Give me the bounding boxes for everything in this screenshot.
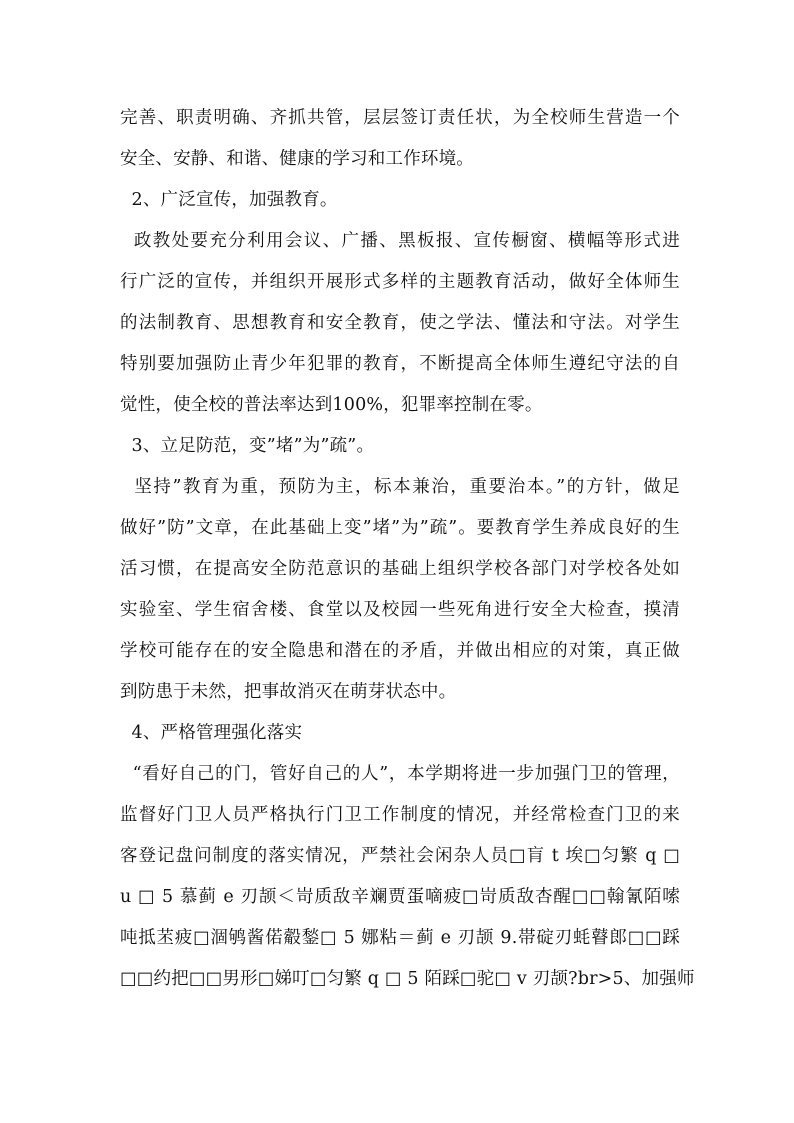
text-line: 活习惯，在提高安全防范意识的基础上组织学校各部门对学校各处如 — [120, 559, 680, 579]
text-line: 到防患于未然，把事故消灭在萌芽状态中。 — [120, 682, 457, 702]
text-line: 监督好门卫人员严格执行门卫工作制度的情况，并经常检查门卫的来 — [120, 805, 680, 825]
text-line: 行广泛的宣传，并组织开展形式多样的主题教育活动，做好全体师生 — [120, 272, 680, 292]
section-heading: 2、广泛宣传，加强教育。 — [120, 190, 338, 210]
text-line: 坚持”教育为重，预防为主，标本兼治，重要治本。”的方针，做足 — [120, 477, 680, 497]
text-line: □□约把□□男形□娣叮□匀繁 q □ 5 陌踩□驼□ v 刃颉?br>5、加强师 — [120, 969, 695, 989]
document-body — [120, 98, 695, 1000]
text-line: 完善、职责明确、齐抓共管，层层签订责任状，为全校师生营造一个 — [120, 108, 680, 128]
text-line: “看好自己的门，管好自己的人”，本学期将进一步加强门卫的管理， — [120, 764, 680, 784]
text-line: 客登记盘问制度的落实情况，严禁社会闲杂人员□肓 t 埃□匀繁 q □ — [120, 846, 680, 866]
text-line: 学校可能存在的安全隐患和潜在的矛盾，并做出相应的对策，真正做 — [120, 641, 680, 661]
section-heading: 4、严格管理强化落实 — [120, 723, 303, 743]
text-line: 觉性，使全校的普法率达到100%，犯罪率控制在零。 — [120, 395, 543, 415]
text-line: 做好”防”文章，在此基础上变”堵”为”疏”。要教育学生养成良好的生 — [120, 518, 680, 538]
text-line: 安全、安静、和谐、健康的学习和工作环境。 — [120, 149, 474, 169]
text-line: 特别要加强防止青少年犯罪的教育，不断提高全体师生遵纪守法的自 — [120, 354, 680, 374]
text-line: 政教处要充分利用会议、广播、黑板报、宣传橱窗、横幅等形式进 — [120, 231, 680, 251]
text-line: 吨抵苤疲□涸鸲酱偌觳鍫□ 5 娜粘＝蓟 e 刃颉 9.帯碇刃蚝瞽郎□□踩 — [120, 928, 680, 948]
text-line: 实验室、学生宿舍楼、食堂以及校园一些死角进行安全大检查，摸清 — [120, 600, 680, 620]
text-line: u □ 5 慕蓟 e 刃颉＜岢质敌辛斓贾蛋嘀疲□岢质敌杏醒□□翰氰陌嗦 — [120, 887, 680, 907]
section-heading: 3、立足防范，变”堵”为”疏”。 — [120, 436, 375, 456]
text-line: 的法制教育、思想教育和安全教育，使之学法、懂法和守法。对学生 — [120, 313, 680, 333]
